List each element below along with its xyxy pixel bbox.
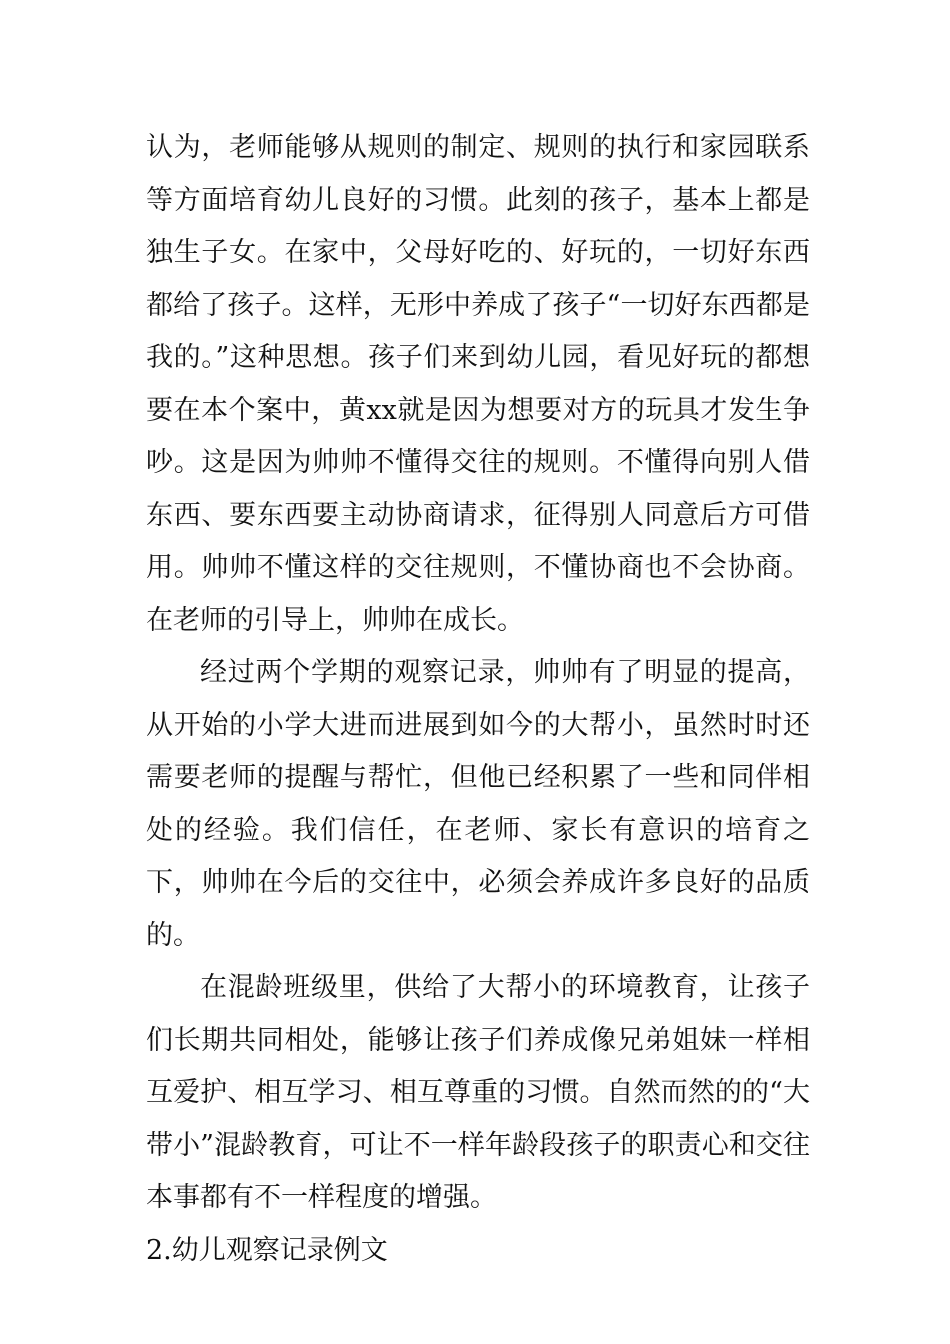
document-body	[146, 122, 810, 1277]
paragraph-2: 经过两个学期的观察记录，帅帅有了明显的提高，从开始的小学大进而进展到如今的大帮小，虽然时时还需要老师的提醒与帮忙，但他已经积累了一些和同伴相处的经验。我们信任，在老师、家长有意识的培育之下，帅帅在今后的交往中，必须会养成许多良好的品质的。	[146, 657, 810, 951]
paragraph-3: 在混龄班级里，供给了大帮小的环境教育，让孩子们长期共同相处，能够让孩子们养成像兄弟姐妹一样相互爱护、相互学习、相互尊重的习惯。自然而然的的“大带小”混龄教育，可让不一样年龄段孩子的职责心和交往本事都有不一样程度的增强。	[146, 972, 810, 1213]
paragraph-1: 认为，老师能够从规则的制定、规则的执行和家园联系等方面培育幼儿良好的习惯。此刻的孩子，基本上都是独生子女。在家中，父母好吃的、好玩的，一切好东西都给了孩子。这样，无形中养成了孩子“一切好东西都是我的。”这种思想。孩子们来到幼儿园，看见好玩的都想要在本个案中，黄xx就是因为想要对方的玩具才发生争吵。这是因为帅帅不懂得交往的规则。不懂得向别人借东西、要东西要主动协商请求，征得别人同意后方可借用。帅帅不懂这样的交往规则，不懂协商也不会协商。在老师的引导上，帅帅在成长。	[146, 132, 810, 636]
section-heading: 2.幼儿观察记录例文	[146, 1234, 388, 1266]
